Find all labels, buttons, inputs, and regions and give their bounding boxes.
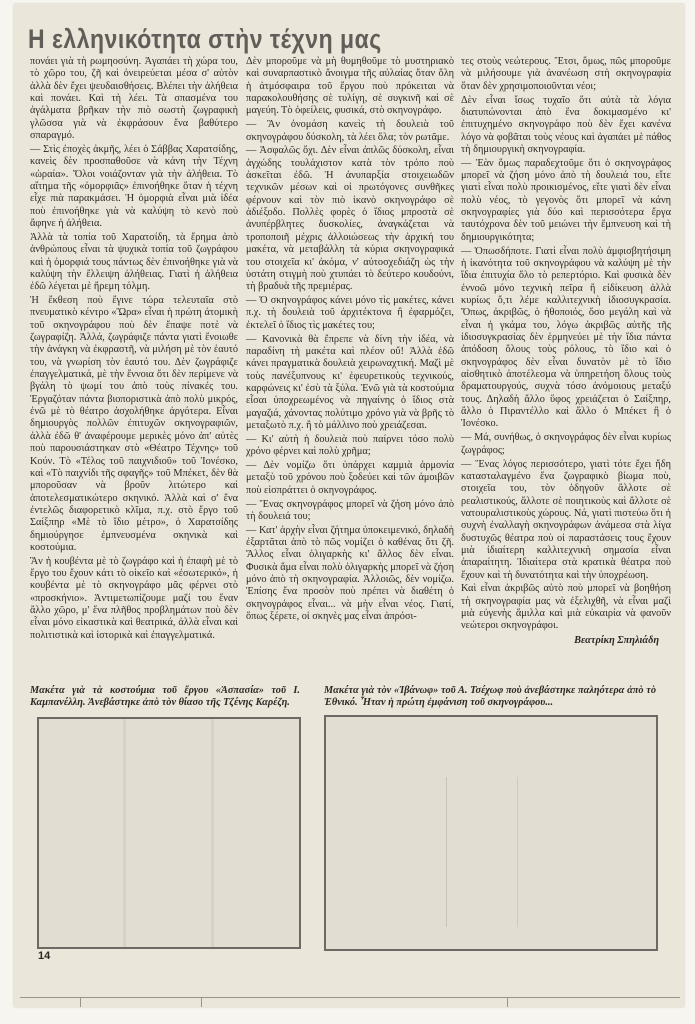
paragraph: — Ἂν ὀνομάση κανεὶς τὴ δουλειὰ τοῦ σκηνογράφου δύσκολη, τὰ λέει ὅλα; τὸν ρωτᾶμε. (246, 119, 454, 143)
paragraph: — Δὲν νομίζω ὅτι ὑπάρχει καμμιὰ ἁρμονία μεταξὺ τοῦ χρόνου ποὺ ξοδεύει καὶ τῶν ἀμοιβῶν ποὺ εἰσπράττει ὁ σκηνογράφος. (246, 460, 454, 496)
paragraph: — Κι' αὐτὴ ἡ δουλειὰ ποὺ παίρνει τόσο πολὺ χρόνο φέρνει καὶ πολὺ χρῆμα; (246, 433, 454, 458)
text-column-1 (30, 56, 238, 644)
paragraph: Ἀλλὰ τὰ τοπία τοῦ Χαρατσίδη, τὰ ἔρημα ἀπὸ ἀνθρώπους εἶναι τὰ ψυχικὰ τοπία τοῦ ζωγράφου καὶ ἡ ὀμορφιά τους πάντως δὲν ἐπινοήθηκε γιὰ νὰ καλύψη τὴν ἔλλειψη ἀλήθειας. Γιατὶ ἡ ἀλήθεια ἐδῶ λέγεται μὲ ἤρεμη τόλμη. (30, 231, 238, 293)
paragraph: — Ἀσφαλῶς ὄχι. Δὲν εἶναι ἁπλῶς δύσκολη, εἶναι ἀγχώδης τουλάχιστον κατὰ τὸν τρόπο ποὺ ἀσκεῖται ἐδῶ. Ἡ ἀνυπαρξία στοιχειωδῶν τεχνικῶν μέσων καὶ οἱ πρωτόγονες συνθῆκες φέρνουν καὶ τὸν πιὸ ἱκανὸ σκηνογράφο σὲ ἀδιέξοδο. Πολλὲς φορὲς ὁ ἴδιος μπροστὰ σὲ ἀνυπέρβλητες δυσκολίες, ἀναγκάζεται νὰ τροποποιῆ μέχρις ἀλλοιώσεως τὴν ἀρχική του μακέτα, νὰ μεταβάλλη τὰ κύρια σκηνογραφικά του στοιχεῖα κι' ἀκόμα, ν' αὐτοσχεδιάζη ὡς τὴν ὑστάτη στιγμὴ ποὺ χτυπάει τὸ δεύτερο κουδούνι, τὴ βραδυὰ τῆς πρεμιέρας. (246, 145, 454, 293)
image-caption-1: Μακέτα γιὰ τὰ κοστούμια τοῦ ἔργου «Ἀσπασία» τοῦ Ι. Καμπανέλλη. Ἀνεβάστηκε ἀπὸ τὸν θίασο τῆς Τζένης Καρέζη. (30, 685, 300, 709)
divider (507, 997, 508, 1007)
author-signature: Βεατρίκη Σπηλιάδη (574, 634, 659, 646)
costume-sketch-image (37, 717, 301, 949)
paragraph: τες στοὺς νεώτερους. Ἔτσι, ὅμως, πῶς μποροῦμε νὰ μιλήσουμε γιὰ ἀνανέωση στὴ σκηνογραφία ὅταν δὲν χρησιμοποιοῦνται νέοι; (461, 56, 671, 92)
sketch-panel (127, 719, 214, 947)
paragraph: Ἡ ἔκθεση ποὺ ἔγινε τώρα τελευταῖα στὸ πνευματικὸ κέντρο «Ὥρα» εἶναι ἡ πρώτη ἀτομικὴ τοῦ σκηνογράφου ποὺ δὲν ἔπαψε ποτὲ νὰ ζωγραφίζη. Ἀλλά, ζωγράφιζε πάντα γιατὶ ἔνοιωθε τὴν ἀνάγκη νὰ ἐκφραστῆ, νὰ μιλήση μὲ τὸν ἑαυτό του, νὰ γνωρίση τὸν ἑαυτό του. Δὲν ζωγράφιζε ἐπαγγελματικά, μὲ τὴν ἔννοια ὅτι δὲν περίμενε νὰ βγάλη τὸ ψωμί του ἀπὸ τοὺς πίνακές του. Ἐργαζόταν πάντα βιοποριστικὰ ἀπὸ πολὺ μικρός, ἐνῶ μὲ τὸ θέατρο ἀσχολήθηκε ἀργότερα. Εἶναι δημιουργὸς πολλῶν ἐπιτυχῶν σκηνογραφιῶν, ἀλλὰ ἐδῶ θ' ἀναφέρουμε μερικὲς μόνο ἀπ' αὐτὲς ποὺ παρουσιάστηκαν στὸ «Θέατρο Τέχνης» τοῦ Κούν. Τὸ «Τέλος τοῦ παιχνιδιοῦ» τοῦ Ἰονέσκο, καὶ «Τὸ παιχνίδι τῆς σφαγῆς» τοῦ Μπέκετ, δὲν θὰ μποροῦσαν νὰ βροῦν λιτώτερο καὶ ἀποτελεσματικώτερο σκηνικό. Ἀλλὰ καὶ σ' ἕνα ἐντελῶς διαφορετικὸ κλῖμα, π.χ. στὸ ἔργο τοῦ Σαίξπηρ «Μὲ τὸ ἴδιο μέτρο», ὁ Χαρατσίδης δημιούργησε ἐμπνευσμένα σκηνικὰ καὶ κοστούμια. (30, 295, 238, 553)
divider (201, 997, 202, 1007)
paragraph: — Ἕνας σκηνογράφος μπορεῖ νὰ ζήση μόνο ἀπὸ τὴ δουλειά του; (246, 498, 454, 522)
paragraph: Δὲν μποροῦμε νὰ μὴ θυμηθοῦμε τὸ μυστηριακὸ καὶ συναρπαστικὸ ἄνοιγμα τῆς αὐλαίας ὅταν ὅλη ἡ ἀτμόσφαιρα τοῦ ἔργου ποὺ πρόκειται νὰ παρακολουθήσης σὲ τυλίγη, σὲ συγκινῆ καὶ σὲ μαγεύη. Τὸ ὀφείλεις, φυσικά, στὸ σκηνογράφο. (246, 56, 454, 117)
paragraph: Καὶ εἶναι ἀκριβῶς αὐτὸ ποὺ μπορεῖ νὰ βοηθήση τὴ σκηνογραφία μας νὰ ἐξελιχθῆ, νὰ εἶναι μαζὶ μιὰ εὐγενὴς ἅμιλλα καὶ μιὰ εὐκαιρία νὰ φανοῦν νεώτεροι σκηνογράφοι. (461, 583, 671, 632)
paragraph: — Ὁπωσδήποτε. Γιατὶ εἶναι πολὺ ἀμφισβητήσιμη ἡ ἱκανότητα τοῦ σκηνογράφου νὰ καλύψη μὲ τὴν ἴδια ἐπιτυχία ὅλο τὸ ρεπερτόριο. Καὶ φυσικὰ δὲν ἐννοῶ μόνο τεχνικὴ πεῖρα ἢ εἰδίκευση ἀλλὰ κυρίως ὅ,τι λέμε καλλιτεχνικὴ ἰδιοσυγκρασία. Ὅπως, ἀκριβῶς, ὁ ἠθοποιός, ὅσο μεγάλη καὶ νὰ εἶναι ἡ γκάμα του, λόγω ἀκριβῶς αὐτῆς τῆς ἰδιοσυγκρασίας δὲν ἑρμηνεύει μὲ τὴν ἴδια πάντα ἀπόδοση ὅλους τοὺς ρόλους, τὸ ἴδιο καὶ ὁ σκηνογράφος δὲν εἶναι δυνατὸν μὲ τὸ ἴδιο αἰσθητικὸ ἀποτέλεσμα νὰ ὑπηρετήση ὅλους τοὺς δραματουργούς, συχνὰ τόσο ἀνόμοιους μεταξύ τους. Δηλαδὴ ἄλλο ὕφος χρειάζεται ὁ Σαίξπηρ, ἄλλο ὁ Πιραντέλλο καὶ ἄλλο ὁ Μπέκετ ἢ ὁ Ἰονέσκο. (461, 245, 671, 430)
paragraph: πονάει γιὰ τὴ ρωμηοσύνη. Ἀγαπάει τὴ χώρα του, τὸ χῶρο του, ζῆ καὶ ὀνειρεύεται μέσα σ' αὐτὸν ἀλλὰ δὲν ἔχει ψευδαισθήσεις. Βλέπει τὴν ἀλήθεια καὶ πονάει. Καὶ τὴ λέει. Τὰ σπασμένα του ἀγάλματα βρῆκαν τὴν πιὸ σωστὴ ζωγραφικὴ γλῶσσα γιὰ νὰ ἐκφράσουν ἕνα βαθύτερο σπαραγμό. (30, 56, 238, 142)
paragraph: — Στὶς ἐποχὲς ἀκμῆς, λέει ὁ Σάββας Χαρατσίδης, κανεὶς δὲν προσπαθοῦσε νὰ κάνη τὴν Τέχνη «ὡραία». Ὅλοι νοιάζονταν γιὰ τὴν ἀλήθεια. Τὸ αἴτημα τῆς «ὀμορφιᾶς» ἐπινοήθηκε ὅταν ἡ τέχνη εἶχε πιὰ παρακμάσει. Ἡ ὀμορφιὰ εἶναι μιὰ ἰδέα ποὺ ἐπινοήθηκε γιὰ νὰ καλύψη τὸ κενὸ ποὺ ἄφηνε ἡ ἀλήθεια. (30, 143, 238, 229)
divider (20, 997, 680, 998)
paragraph: Ἂν ἡ κουβέντα μὲ τὸ ζωγράφο καὶ ἡ ἐπαφὴ μὲ τὸ ἔργο του ἔχουν κάτι τὸ οἰκεῖο καὶ «ἐσωτερικό», ἡ κουβέντα μὲ τὸ σκηνογράφο μᾶς φέρνει στὸ «προσκήνιο». Ἀντιμετωπίζουμε μαζί του ἕναν ἄλλο χῶρο, μ' ἕνα πλῆθος προβλημάτων ποὺ δὲν εἶναι μόνο εἰκαστικὰ καὶ θεατρικά, ἀλλὰ εἶναι καὶ πολιτιστικὰ καὶ ἱστορικὰ καὶ ἐπαγγελματικά. (30, 555, 238, 641)
faded-figure (446, 777, 518, 927)
article-title: Η ελληνικότητα στὴν τέχνη μας (28, 23, 382, 54)
paragraph: Δὲν εἶναι ἴσως τυχαῖο ὅτι αὐτὰ τὰ λόγια διατυπώνονται ἀπὸ ἕνα δοκιμασμένο κι' ἐπιτυχημένο σκηνογράφο ποὺ δὲν ἔχει κανένα λόγο νὰ φοβᾶται τοὺς νέους καὶ ἀγαπάει μὲ πάθος τὴ δημιουργικὴ σκηνογραφία. (461, 94, 671, 155)
page-number: 14 (38, 950, 51, 962)
sketch-panel (39, 719, 126, 947)
divider (80, 997, 81, 1007)
paragraph: — Ἐὰν ὅμως παραδεχτοῦμε ὅτι ὁ σκηνογράφος μπορεῖ νὰ ζήση μόνο ἀπὸ τὴ δουλειά του, εἴτε γιατὶ εἶναι πολὺ προικισμένος, εἴτε γιατὶ δὲν εἶναι πολὺ νέος, τὸ γεγονὸς ὅτι μπορεῖ νὰ κάνη σκηνογραφίες γιὰ δύο καὶ περισσότερα ἔργα ταυτόχρονα δὲν τοῦ μειώνει τὴν ἔμπνευση καὶ τὴ δημιουργικότητα; (461, 157, 671, 243)
paragraph: — Κατ' ἀρχὴν εἶναι ζήτημα ὑποκειμενικό, δηλαδὴ ἐξαρτᾶται ἀπὸ τὸ πῶς νομίζει ὁ καθένας ὅτι ζῆ. Ἄλλος εἶναι ὀλιγαρκὴς κι' ἄλλος δὲν εἶναι. Φυσικὰ ἅμα εἶναι πολὺ ὀλιγαρκὴς μπορεῖ νὰ ζήση μόνο ἀπὸ τὴ σκηνογραφία. Ἀλλοιῶς, δὲν νομίζω. Ἐπίσης ἕνα προσὸν ποὺ πρέπει νὰ διαθέτη ὁ σκηνογράφος εἶναι... νὰ μὴν εἶναι νέος. Γιατί, ὅπως ξέρετε, οἱ σκηνὲς μας εἶναι ἀπρόσι- (246, 524, 454, 623)
text-column-3 (461, 56, 671, 647)
text-column-2 (246, 56, 454, 625)
paragraph: — Μά, συνήθως, ὁ σκηνογράφος δὲν εἶναι κυρίως ζωγράφος; (461, 432, 671, 456)
paragraph: — Κανονικὰ θὰ ἔπρεπε νὰ δίνη τὴν ἰδέα, νὰ παραδίνη τὴ μακέτα καὶ πλέον οὔ! Ἀλλὰ ἐδῶ κάνει πραγματικὰ δουλειὰ χειρωναχτική. Μαζὶ μὲ τοὺς πανέξυπνους κι' ἐφευρετικοὺς τεχνικούς, καρφώνεις κι' ἐσὺ τὰ ξύλα. Ἐνῶ γιὰ τὰ κοστούμια εἶσαι ὑποχρεωμένος νὰ πηγαίνης ὁ ἴδιος στὰ μαγαζιά, χάνοντας πολύτιμο χρόνο γιὰ νὰ βρῆς τὸ μεταξωτὸ π.χ. ἢ τὸ μάλλινο ποὺ χρειάζεσαι. (246, 333, 454, 431)
set-design-sketch-image (324, 715, 658, 951)
paragraph: — Ἕνας λόγος περισσότερο, γιατὶ τότε ἔχει ἤδη κατασταλαγμένο ἕνα ζωγραφικὸ βίωμα ποὺ, στοιχεῖα του, τὸν ὁδηγοῦν ἄλλοτε σὲ ρεαλιστικούς, ἄλλοτε σὲ ποιητικοὺς καὶ ἄλλοτε σὲ νατουραλιστικοὺς χώρους. Νά, γιατὶ πιστεύω ὅτι ἡ συχνὴ ἐναλλαγὴ σκηνογράφων ἀνάμεσα στὰ λίγα δυστυχῶς θέατρα ποὺ οἱ παραστάσεις τους ἔχουν μιὰ ἰδιαίτερη καλλιτεχνικὴ σημασία εἶναι ἀπαραίτητη. Ἰδιαίτερα στὰ κρατικὰ θέατρα ποὺ ἔχουν καὶ τὴ δυνατότητα καὶ τὴν ὑποχρέωση. (461, 458, 671, 581)
paragraph: — Ὁ σκηνογράφος κάνει μόνο τὶς μακέτες, κάνει π.χ. τὴ δουλειὰ τοῦ ἀρχιτέκτονα ἢ ἐφαρμόζει, ἐκτελεῖ ὁ ἴδιος τὶς μακέτες του; (246, 295, 454, 331)
image-caption-2: Μακέτα γιὰ τὸν «Ἰβάνωφ» τοῦ Α. Τσέχωφ ποὺ ἀνεβάστηκε παληότερα ἀπὸ τὸ Ἐθνικό. Ἦταν ἡ πρώτη ἐμφάνιση τοῦ σκηνογράφου... (324, 685, 656, 709)
